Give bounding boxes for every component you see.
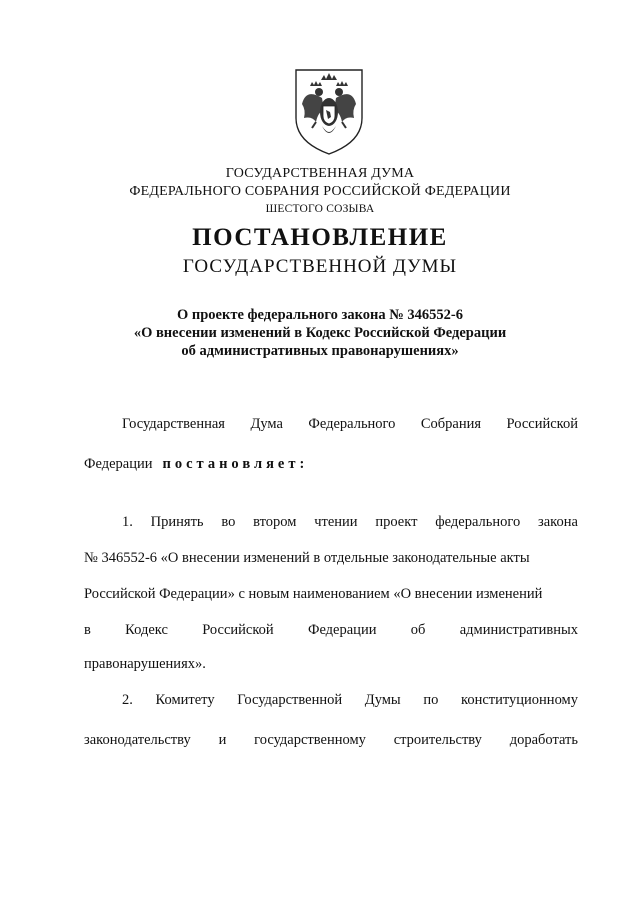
header-federal-assembly: ФЕДЕРАЛЬНОГО СОБРАНИЯ РОССИЙСКОЙ ФЕДЕРАЦИИ [129, 184, 511, 199]
word: Федерации [307, 622, 377, 638]
item1-line-1 [122, 514, 578, 531]
header-duma: ГОСУДАРСТВЕННАЯ ДУМА [225, 166, 415, 181]
header-convocation: ШЕСТОГО СОЗЫВА [265, 203, 375, 215]
item1-line-2: № 346552-6 «О внесении изменений в отдельные законодательные акты [84, 550, 530, 566]
word: доработать [509, 732, 578, 748]
item1-line-5: правонарушениях». [84, 656, 206, 672]
law-title-line-1: О проекте федерального закона № 346552-6 [176, 307, 464, 323]
intro-line-1 [122, 416, 578, 433]
word: Комитету [155, 692, 215, 708]
law-title-line-2: «О внесении изменений в Кодекс Российской Федерации [133, 325, 507, 341]
word: во [221, 514, 236, 530]
word: проект [375, 514, 418, 530]
item2-line-2 [84, 732, 578, 749]
word: 2. [122, 692, 133, 708]
word: Российской [506, 416, 578, 432]
word: Думы [364, 692, 401, 708]
word: Кодекс [125, 622, 168, 638]
document-subtitle: ГОСУДАРСТВЕННОЙ ДУМЫ [182, 256, 458, 277]
intro-federation-word: Федерации [84, 456, 153, 472]
item1-line-3: Российской Федерации» с новым наименованием «О внесении изменений [84, 586, 543, 602]
word: Собрания [420, 416, 482, 432]
item1-line-4 [84, 622, 578, 639]
word: чтении [314, 514, 358, 530]
word: 1. [122, 514, 133, 530]
word: Государственная [122, 416, 225, 432]
word: втором [253, 514, 297, 530]
word: Дума [250, 416, 283, 432]
item2-line-1 [122, 692, 578, 709]
word: и [218, 732, 227, 748]
word: в [84, 622, 91, 638]
word: об [410, 622, 426, 638]
word: конституционному [461, 692, 578, 708]
coat-of-arms-emblem [292, 66, 366, 156]
word: Федерального [308, 416, 396, 432]
word: закона [538, 514, 578, 530]
word: Российской [202, 622, 274, 638]
law-title-line-3: об административных правонарушениях» [181, 343, 459, 359]
word: Принять [150, 514, 204, 530]
word: административных [459, 622, 578, 638]
word: государственному [254, 732, 366, 748]
word: по [423, 692, 439, 708]
resolves-word: постановляет: [162, 456, 309, 472]
document-title: ПОСТАНОВЛЕНИЕ [192, 224, 448, 251]
word: федерального [435, 514, 521, 530]
intro-line-2 [84, 456, 578, 473]
word: законодательству [84, 732, 191, 748]
word: Государственной [237, 692, 343, 708]
word: строительству [393, 732, 482, 748]
